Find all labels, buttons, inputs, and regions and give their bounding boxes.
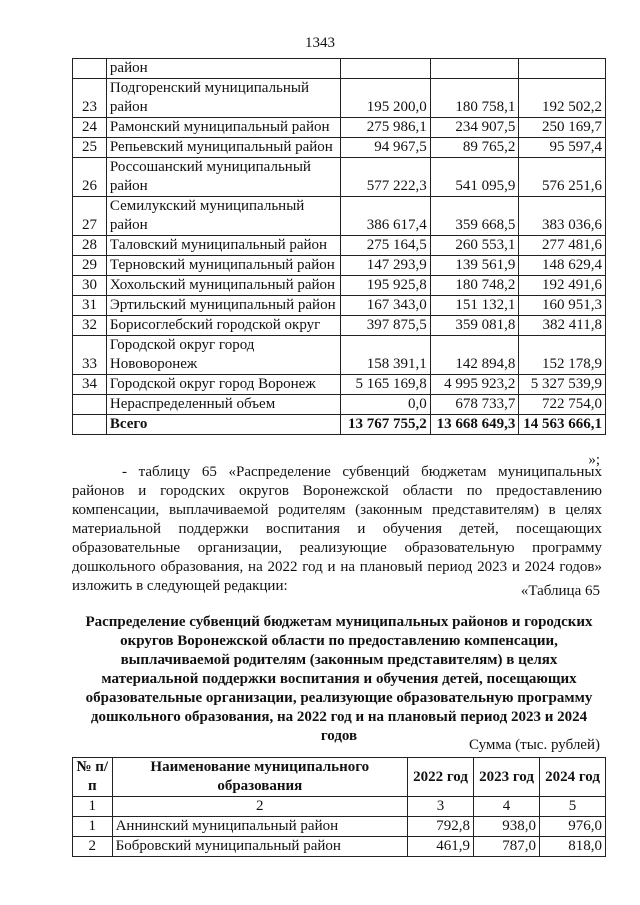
- row-value-2022: 577 222,3: [341, 158, 431, 197]
- row-value-2022: 397 875,5: [341, 316, 431, 336]
- row-number: 28: [73, 236, 107, 256]
- row-number: 24: [73, 118, 107, 138]
- row-value-2024: 277 481,6: [519, 236, 606, 256]
- row-value-2022: 5 165 169,8: [341, 375, 431, 395]
- table-row: [73, 138, 606, 158]
- row-name: Репьевский муниципальный район: [106, 138, 340, 158]
- total-label: Всего: [106, 415, 340, 435]
- row-value-2022: 792,8: [408, 817, 474, 837]
- table-total-row: [73, 415, 606, 435]
- row-value-2023: 541 095,9: [430, 158, 519, 197]
- row-value-2023: 4 995 923,2: [430, 375, 519, 395]
- row-value-2022: 386 617,4: [341, 197, 431, 236]
- row-number: 27: [73, 197, 107, 236]
- row-name: Нераспределенный объем: [106, 395, 340, 415]
- table-row: [73, 256, 606, 276]
- row-value-2024: 192 502,2: [519, 79, 606, 118]
- row-value-2023: 180 758,1: [430, 79, 519, 118]
- table-row: [73, 236, 606, 256]
- row-name: Хохольский муниципальный район: [106, 276, 340, 296]
- row-value-2023: 142 894,8: [430, 336, 519, 375]
- row-value-2023: 180 748,2: [430, 276, 519, 296]
- row-value-2022: 158 391,1: [341, 336, 431, 375]
- row-value-2023: 151 132,1: [430, 296, 519, 316]
- total-2023: 13 668 649,3: [430, 415, 519, 435]
- row-number: [73, 395, 107, 415]
- row-value-2022: 195 925,8: [341, 276, 431, 296]
- row-name: Таловский муниципальный район: [106, 236, 340, 256]
- row-number: 30: [73, 276, 107, 296]
- table-row: [73, 118, 606, 138]
- row-number: 2: [73, 837, 113, 857]
- row-value-2023: 678 733,7: [430, 395, 519, 415]
- row-value-2024: 95 597,4: [519, 138, 606, 158]
- row-value-2022: 167 343,0: [341, 296, 431, 316]
- row-value-2023: 938,0: [474, 817, 540, 837]
- page-number: 1343: [305, 35, 335, 51]
- column-number: 5: [539, 797, 605, 817]
- row-number: 26: [73, 158, 107, 197]
- row-value-2023: 359 081,8: [430, 316, 519, 336]
- column-number: 4: [474, 797, 540, 817]
- table-row: [73, 395, 606, 415]
- header-2024: 2024 год: [539, 758, 605, 797]
- row-number: 1: [73, 817, 113, 837]
- table-row: [73, 158, 606, 197]
- row-name: Подгоренский муниципальный район: [106, 79, 340, 118]
- table-row: [73, 197, 606, 236]
- row-value-2024: 382 411,8: [519, 316, 606, 336]
- row-value-2024: 192 491,6: [519, 276, 606, 296]
- row-value-2023: 787,0: [474, 837, 540, 857]
- row-value-2022: 275 164,5: [341, 236, 431, 256]
- row-number: 23: [73, 79, 107, 118]
- table-cell-number: [73, 415, 107, 435]
- row-number: 31: [73, 296, 107, 316]
- row-value-2024: 250 169,7: [519, 118, 606, 138]
- table-row: [73, 276, 606, 296]
- row-name: Городской округ город Нововоронеж: [106, 336, 340, 375]
- row-name: Борисоглебский городской округ: [106, 316, 340, 336]
- row-value-2022: 147 293,9: [341, 256, 431, 276]
- header-name: Наименование муниципального образования: [112, 758, 407, 797]
- row-name: Семилукский муниципальный район: [106, 197, 340, 236]
- column-number: 3: [408, 797, 474, 817]
- row-value-2024: 976,0: [539, 817, 605, 837]
- table-row: [73, 336, 606, 375]
- row-value-2022: [341, 59, 431, 79]
- row-value-2024: 722 754,0: [519, 395, 606, 415]
- table-row: [73, 296, 606, 316]
- row-value-2024: 160 951,3: [519, 296, 606, 316]
- row-value-2024: 5 327 539,9: [519, 375, 606, 395]
- quote-close: »;: [588, 452, 600, 468]
- row-value-2022: 275 986,1: [341, 118, 431, 138]
- row-value-2024: 383 036,6: [519, 197, 606, 236]
- row-number: [73, 59, 107, 79]
- row-value-2022: 94 967,5: [341, 138, 431, 158]
- table-row: [73, 79, 606, 118]
- row-value-2023: 89 765,2: [430, 138, 519, 158]
- row-value-2024: [519, 59, 606, 79]
- header-2022: 2022 год: [408, 758, 474, 797]
- header-2023: 2023 год: [474, 758, 540, 797]
- total-2024: 14 563 666,1: [519, 415, 606, 435]
- table-header-row: [73, 758, 606, 797]
- total-2022: 13 767 755,2: [341, 415, 431, 435]
- table-label: «Таблица 65: [520, 583, 600, 599]
- row-number: 25: [73, 138, 107, 158]
- row-value-2023: 234 907,5: [430, 118, 519, 138]
- row-value-2023: [430, 59, 519, 79]
- row-value-2023: 260 553,1: [430, 236, 519, 256]
- row-name: Рамонский муниципальный район: [106, 118, 340, 138]
- amendment-paragraph: - таблицу 65 «Распределение субвенций бюджетам муниципальных районов и городских округов Воронежской области по предоставлению компенсации, выплачиваемой родителям (законным представителям) в целях материальной поддержки воспитания и обучения детей, посещающих образовательные организации, реализующие образовательную программу дошкольного образования, на 2022 год и на плановый период 2023 и 2024 годов» изложить в следующей редакции:: [72, 464, 602, 594]
- row-value-2022: 461,9: [408, 837, 474, 857]
- subvention-table-65: [72, 757, 606, 857]
- table-row: [73, 817, 606, 837]
- table-row: [73, 316, 606, 336]
- column-number: 1: [73, 797, 113, 817]
- row-name: Терновский муниципальный район: [106, 256, 340, 276]
- row-name: Эртильский муниципальный район: [106, 296, 340, 316]
- row-value-2023: 359 668,5: [430, 197, 519, 236]
- units-label: Сумма (тыс. рублей): [468, 737, 600, 753]
- header-number: № п/п: [73, 758, 113, 797]
- row-name: Городской округ город Воронеж: [106, 375, 340, 395]
- row-value-2024: 818,0: [539, 837, 605, 857]
- table-row: [73, 837, 606, 857]
- row-value-2023: 139 561,9: [430, 256, 519, 276]
- row-number: 34: [73, 375, 107, 395]
- row-value-2024: 152 178,9: [519, 336, 606, 375]
- row-name: Бобровский муниципальный район: [112, 837, 407, 857]
- column-number-row: [73, 797, 606, 817]
- table-heading: Распределение субвенций бюджетам муниципальных районов и городских округов Воронежской области по предоставлению компенсации, выплачиваемой родителям (законным представителям) в целях материальной поддержки воспитания и обучения детей, посещающих образовательные организации, реализующие образовательную программу дошкольного образования, на 2022 год и на плановый период 2023 и 2024 годов: [85, 614, 593, 744]
- row-number: 32: [73, 316, 107, 336]
- subvention-table-continued: [72, 58, 606, 435]
- row-name: Аннинский муниципальный район: [112, 817, 407, 837]
- row-number: 33: [73, 336, 107, 375]
- row-value-2024: 148 629,4: [519, 256, 606, 276]
- row-name: район: [106, 59, 340, 79]
- table-row: [73, 375, 606, 395]
- row-value-2024: 576 251,6: [519, 158, 606, 197]
- row-value-2022: 0,0: [341, 395, 431, 415]
- row-number: 29: [73, 256, 107, 276]
- row-value-2022: 195 200,0: [341, 79, 431, 118]
- row-name: Россошанский муниципальный район: [106, 158, 340, 197]
- table-row: [73, 59, 606, 79]
- column-number: 2: [112, 797, 407, 817]
